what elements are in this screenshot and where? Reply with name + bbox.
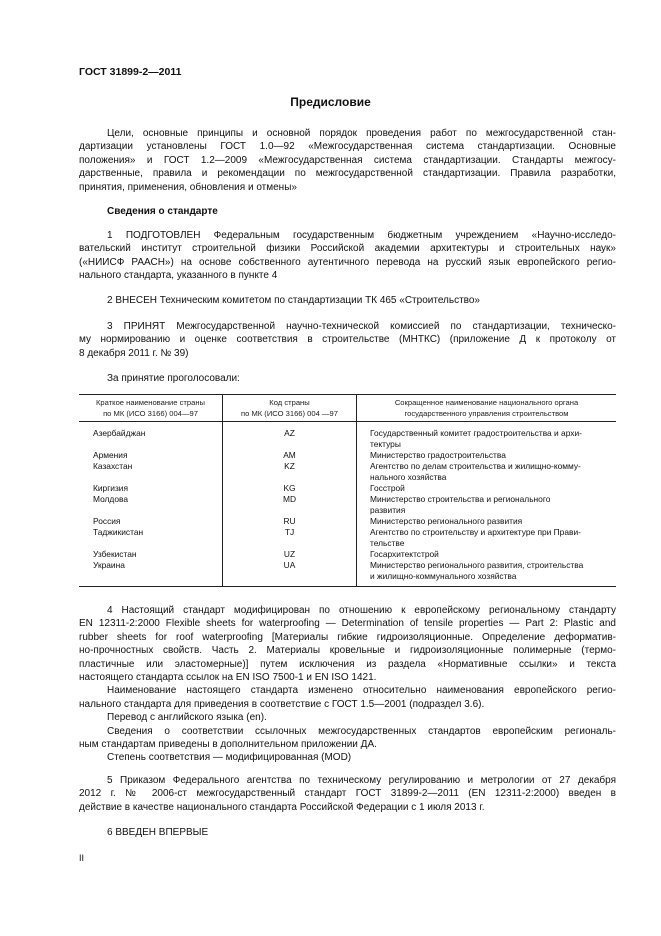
document-header: ГОСТ 31899-2—2011	[79, 66, 182, 78]
country-cell: Россия	[93, 516, 121, 526]
voting-table	[79, 394, 616, 587]
country-cell: Молдова	[93, 494, 128, 504]
item-4-translation: Перевод с английского языка (en).	[107, 712, 267, 724]
code-cell: AZ	[223, 422, 357, 451]
organ-cell: Министерство регионального развития, строительства и жилищно-коммунального хозяйства	[370, 560, 584, 581]
organ-cell: Министерство регионального развития	[370, 516, 523, 526]
item-5-line: 2012 г. № 2006-ст межгосударственный стандарт ГОСТ 31899-2—2011 (EN 12311-2:2000) введен в	[79, 788, 616, 800]
code-cell: UZ	[223, 549, 357, 560]
item-4-line: но-прочностных свойств. Часть 2. Материалы кровельные и гидроизоляционные полимерные (термо-	[79, 645, 616, 657]
item-4-name-line: нального стандарта для приведения в соответствие с ГОСТ 1.5—2001 (подраздел 3.6).	[79, 698, 485, 710]
country-cell: Узбекистан	[93, 549, 137, 559]
country-cell: Армения	[93, 450, 128, 460]
item-3-line: 8 декабря 2011 г. № 39)	[79, 347, 189, 359]
item-4-degree: Степень соответствия — модифицированная (MOD)	[107, 752, 352, 764]
item-4-line: EN 12311-2:2000 Flexible sheets for waterproofing — Determination of tensile properties — Part 2: Plastic and	[79, 618, 616, 630]
table-row	[79, 560, 616, 587]
item-1-line: вательский институт строительной физики Российской академии архитектуры и строительных наук»	[79, 243, 616, 255]
table-header-organ: Сокращенное наименование национального органа государственного управления строительством	[357, 395, 617, 422]
page-title: Предисловие	[290, 95, 371, 109]
table-row	[79, 450, 616, 461]
intro-line: дарственные, правила и рекомендации по межгосударственной стандартизации. Правила разработки,	[79, 168, 616, 180]
code-cell: KZ	[223, 461, 357, 483]
table-row	[79, 527, 616, 549]
vote-intro: За принятие проголосовали:	[107, 373, 240, 384]
item-1-line: нального стандарта, указанного в пункте 4	[79, 270, 278, 282]
intro-line: принятия, применения, обновления и отмены»	[79, 181, 297, 193]
item-4-line: пластичные или эластомерные)] путем исключения из раздела «Нормативные ссылки» и текста	[79, 658, 616, 670]
country-cell: Казахстан	[93, 461, 133, 471]
item-1-paragraph	[79, 229, 616, 283]
organ-cell: Министерство градостроительства	[370, 450, 506, 460]
code-cell: MD	[223, 494, 357, 516]
item-4-line: 4 Настоящий стандарт модифицирован по отношению к европейскому региональному стандарту	[107, 605, 616, 616]
table-row	[79, 422, 616, 451]
country-cell: Киргизия	[93, 483, 129, 493]
table-row	[79, 494, 616, 516]
table-header-code: Код страны по МК (ИСО 3166) 004 —97	[223, 395, 357, 422]
item-4-name-line: Наименование настоящего стандарта изменено относительно наименования европейского регио-	[107, 685, 616, 697]
item-3-paragraph	[79, 320, 616, 360]
country-cell: Таджикистан	[93, 527, 144, 537]
item-1-line: («НИИСФ РААСН») на основе собственного аутентичного перевода на русский язык европейского регио-	[79, 256, 616, 268]
item-4-line: rubber sheets for roof waterproofing [Материалы гибкие гидроизоляционные. Определение деформатив-	[79, 631, 616, 643]
intro-line: Цели, основные принципы и основной порядок проведения работ по межгосударственной стан-	[107, 128, 616, 139]
item-4-refs-line: ным стандартам приведены в дополнительном приложении ДА.	[79, 739, 377, 751]
intro-line: дартизации установлены ГОСТ 1.0—92 «Межгосударственная система стандартизации. Основные	[79, 141, 616, 153]
code-cell: UA	[223, 560, 357, 587]
table-row	[79, 483, 616, 494]
table-header-row	[79, 395, 616, 422]
country-cell: Украина	[93, 560, 125, 570]
table-header-country: Краткое наименование страны по МК (ИСО 3166) 004—97	[79, 395, 223, 422]
organ-cell: Агентство по строительству и архитектуре при Прави- тельстве	[370, 527, 581, 548]
item-5-line: 5 Приказом Федерального агентства по техническому регулированию и метрологии от 27 декабря	[107, 775, 616, 786]
item-5-line: действие в качестве национального стандарта Российской Федерации с 1 июля 2013 г.	[79, 801, 485, 813]
item-5-paragraph	[79, 774, 616, 814]
item-3-line: му нормированию и оценке соответствия в строительстве (МНТКС) (приложение Д к протоколу от	[79, 334, 616, 346]
item-3-line: 3 ПРИНЯТ Межгосударственной научно-технической комиссией по стандартизации, техническо-	[107, 321, 616, 332]
section-heading: Сведения о стандарте	[107, 206, 218, 217]
item-4-refs-line: Сведения о соответствии ссылочных межгосударственных стандартов европейским региональ-	[107, 725, 616, 737]
page-number: II	[79, 853, 85, 863]
organ-cell: Министерство строительства и регионального развития	[370, 494, 551, 515]
code-cell: AM	[223, 450, 357, 461]
code-cell: RU	[223, 516, 357, 527]
item-4-paragraph	[79, 604, 616, 765]
organ-cell: Агентство по делам строительства и жилищно-комму- нального хозяйства	[370, 461, 581, 482]
table-row	[79, 549, 616, 560]
intro-line: положения» и ГОСТ 1.2—2009 «Межгосударственная система стандартизации. Стандарты межгосу-	[79, 154, 616, 166]
code-cell: KG	[223, 483, 357, 494]
item-4-line: настоящего стандарта ссылок на EN ISO 7500-1 и EN ISO 1421.	[79, 672, 377, 684]
organ-cell: Госархитектстрой	[370, 549, 439, 559]
item-1-line: 1 ПОДГОТОВЛЕН Федеральным государственным бюджетным учреждением «Научно-исследо-	[107, 230, 616, 241]
table-row	[79, 461, 616, 483]
organ-cell: Государственный комитет градостроительства и архи- тектуры	[370, 428, 582, 449]
code-cell: TJ	[223, 527, 357, 549]
organ-cell: Госстрой	[370, 483, 405, 493]
country-cell: Азербайджан	[93, 428, 146, 438]
item-6-paragraph: 6 ВВЕДЕН ВПЕРВЫЕ	[107, 827, 209, 838]
table-row	[79, 516, 616, 527]
intro-paragraph	[79, 127, 616, 194]
item-2-paragraph: 2 ВНЕСЕН Техническим комитетом по стандартизации ТК 465 «Строительство»	[107, 295, 480, 306]
